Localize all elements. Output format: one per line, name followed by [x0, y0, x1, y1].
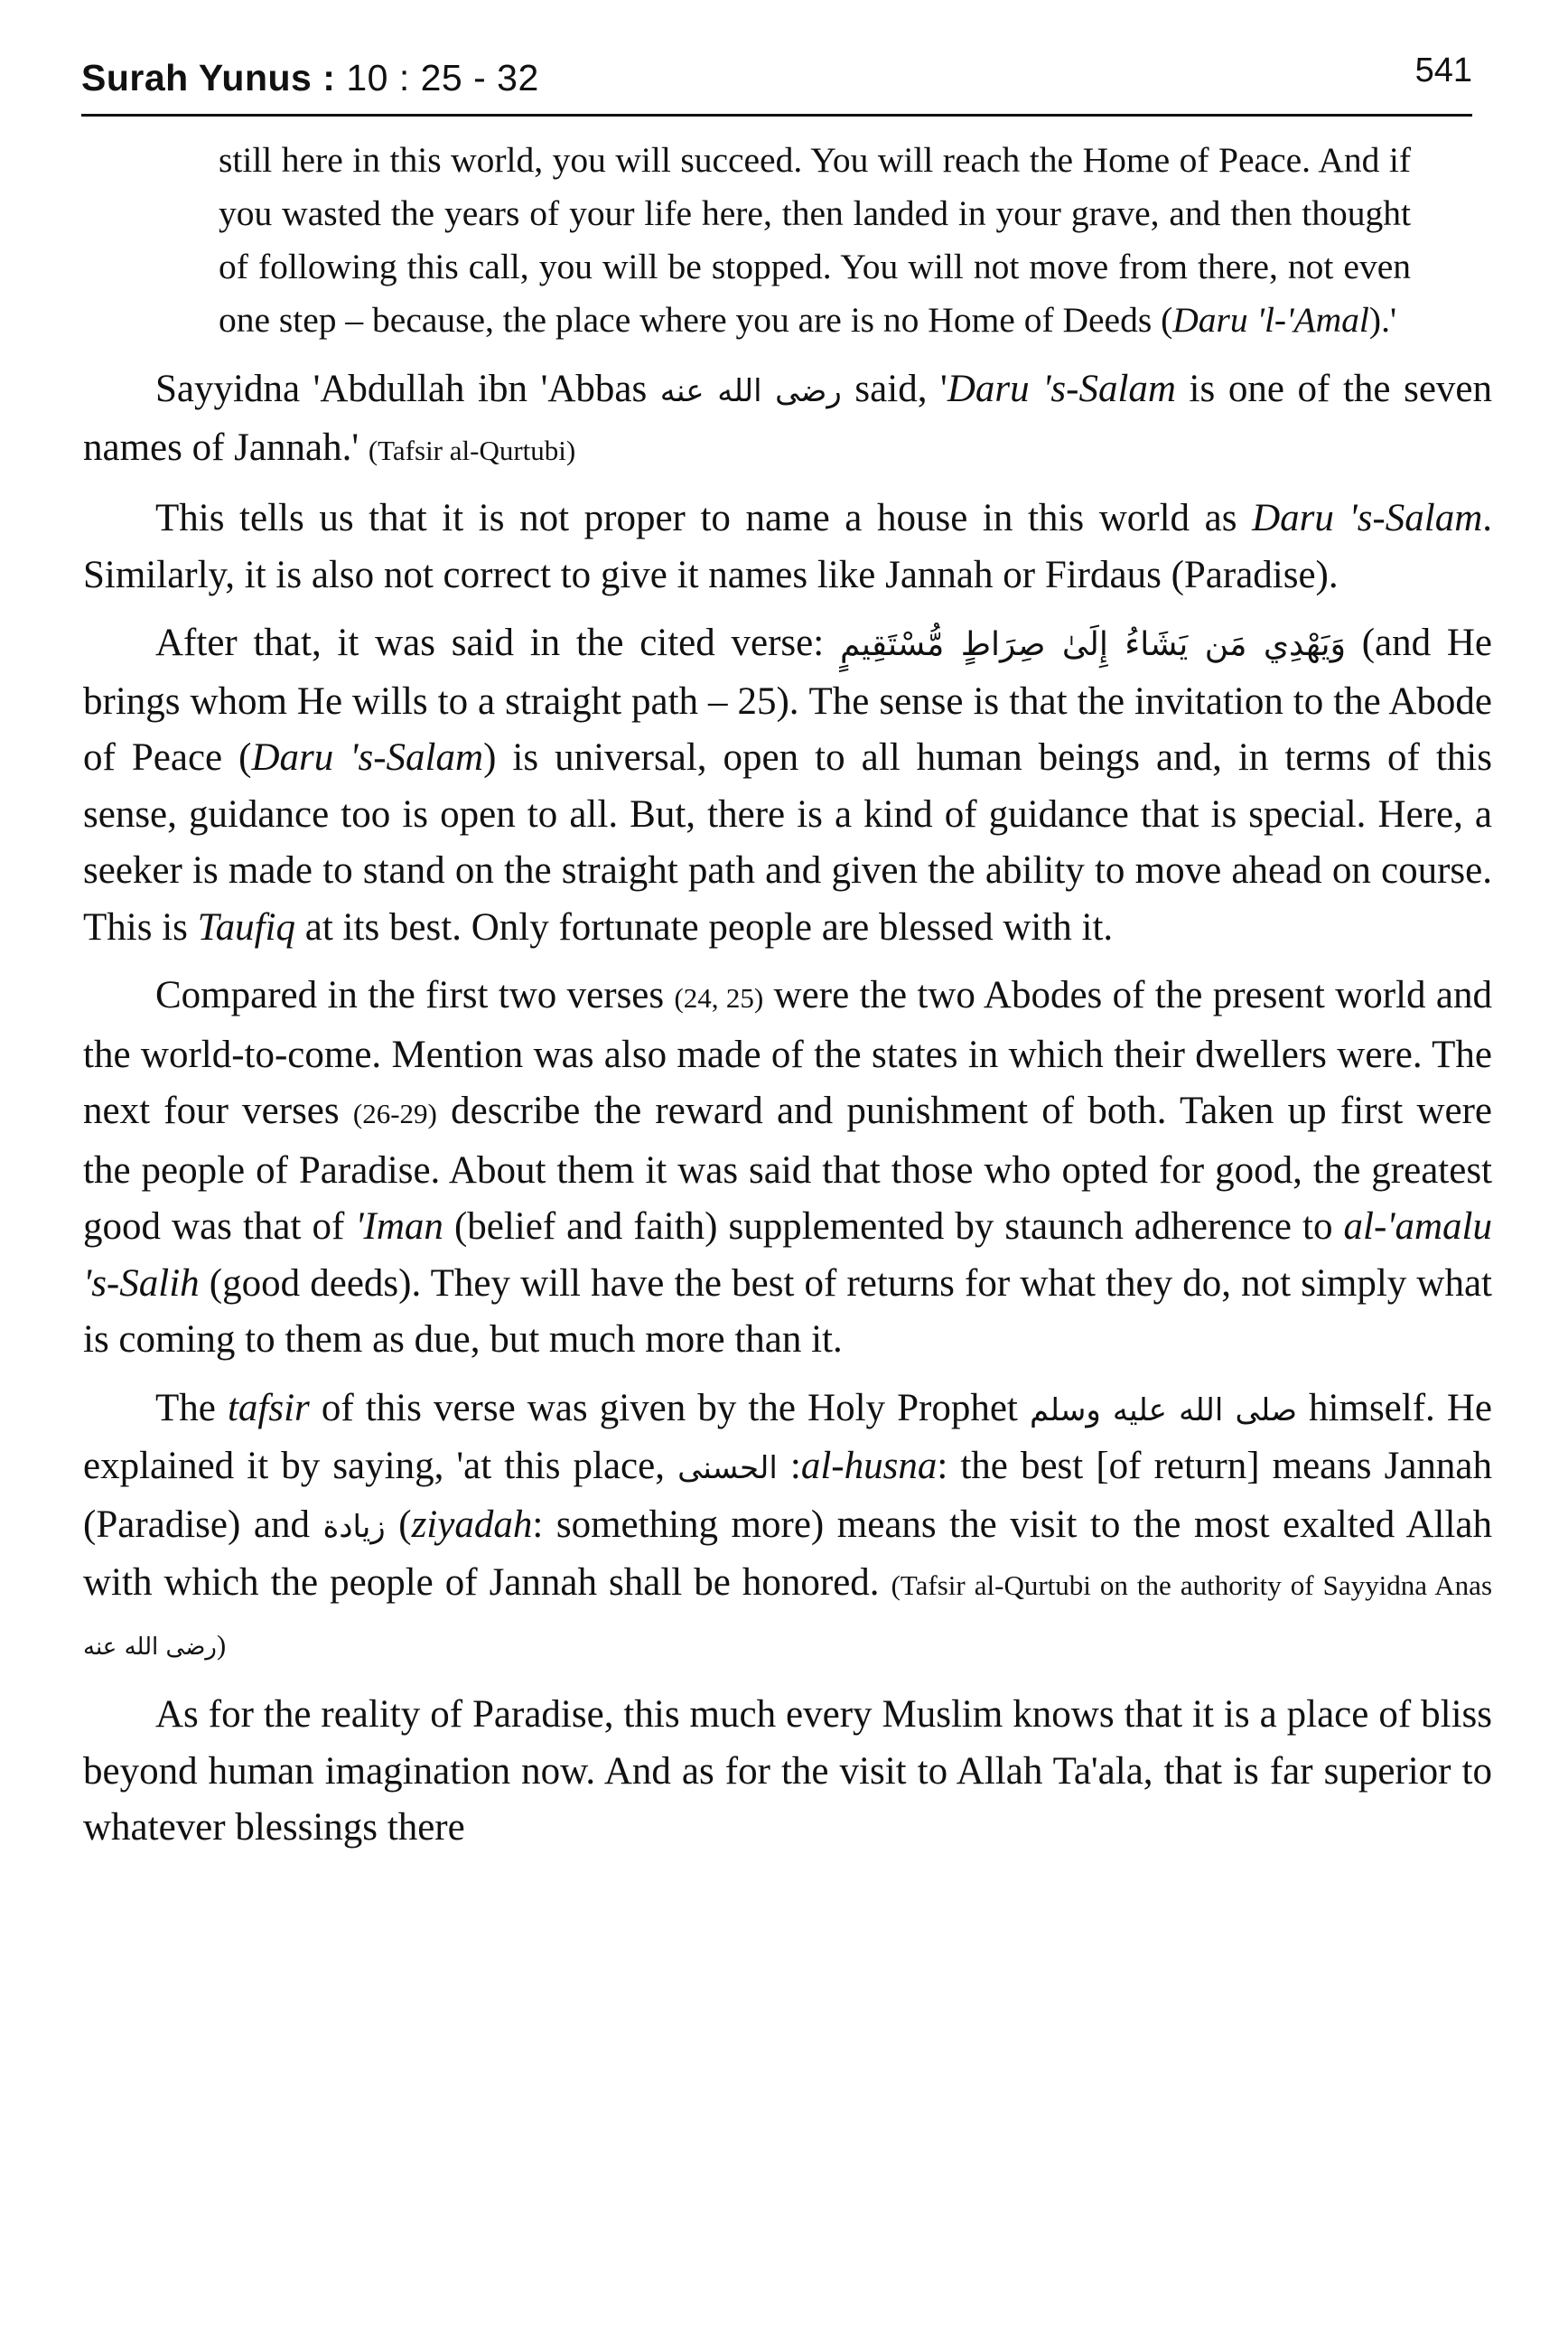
p4-term-2: al-'amalu 's-Salih — [83, 1205, 1492, 1305]
p4-term-1: 'Iman — [355, 1205, 443, 1248]
p4-text-c: describe the reward and punishment of both. Taken up first were the people of Paradise. About them it was said that those who opted for good, the greatest good was that of — [83, 1090, 1492, 1248]
p5-text-g: : something more) means the visit to the most exalted Allah with which the people of Jannah shall be honored. — [83, 1503, 1492, 1604]
p5-text-a: The — [155, 1386, 228, 1429]
quote-text: still here in this world, you will succeed. You will reach the Home of Peace. And if you wasted the years of your life here, then landed in your grave, and then thought of following this call, you will be stopped. You will not move from there, not even one step – because, the place where you are is no Home of Deeds ( — [219, 140, 1411, 340]
surah-name: Surah Yunus : — [81, 57, 336, 98]
p5-text-b: of this verse was given by the Holy Prophet — [309, 1386, 1030, 1429]
paragraph-3 — [83, 615, 1492, 956]
p5-term-3: ziyadah — [411, 1503, 533, 1546]
p5-text-f: ( — [385, 1503, 412, 1546]
p1-text-b: said, ' — [841, 368, 947, 410]
paragraph-1 — [83, 361, 1492, 479]
p5-arabic-husna: الحسنى — [677, 1450, 778, 1486]
paragraph-5 — [83, 1381, 1492, 1676]
p5-arabic-ziyadah: زيادة — [322, 1508, 386, 1545]
p3-arabic-verse: وَيَهْدِي مَن يَشَاءُ إِلَىٰ صِرَاطٍ مُّسْتَقِيمٍ — [839, 626, 1346, 663]
p5-citation-arabic: رضى الله عنه — [83, 1633, 217, 1661]
p3-term-2: Taufiq — [197, 905, 296, 949]
p4-text-a: Compared in the first two verses — [155, 974, 675, 1016]
p3-text-c: ) is universal, open to all human beings and, in terms of this sense, guidance too is open to all. But, there is a kind of guidance that is special. Here, a seeker is made to stand on the straight path and given the ability to move ahead on course. This is — [83, 736, 1492, 949]
p4-text-d: (belief and faith) supplemented by staunch adherence to — [443, 1205, 1344, 1248]
p4-citation-1: (24, 25) — [674, 982, 764, 1014]
p4-citation-2: (26-29) — [352, 1098, 437, 1129]
p2-text-a: This tells us that it is not proper to name a house in this world as — [155, 497, 1253, 539]
p5-citation-end: ) — [216, 1628, 227, 1661]
p2-term: Daru 's-Salam — [1252, 497, 1483, 539]
quote-term: Daru 'l-'Amal — [1172, 300, 1369, 340]
p5-text-d: : — [777, 1445, 801, 1487]
running-title — [81, 57, 539, 99]
p5-arabic-salutation: صلى الله عليه وسلم — [1029, 1391, 1297, 1428]
p3-text-a: After that, it was said in the cited verse: — [155, 622, 840, 664]
p4-text-b: were the two Abodes of the present world and the world-to-come. Mention was also made of the states in which their dwellers were. The next four verses — [83, 974, 1492, 1132]
p1-text-a: Sayyidna 'Abdullah ibn 'Abbas — [155, 368, 660, 410]
block-quote — [219, 134, 1411, 347]
p1-citation: (Tafsir al-Qurtubi) — [368, 434, 576, 466]
page-number: 541 — [1414, 52, 1472, 89]
quote-end: ).' — [1368, 300, 1397, 340]
p5-text-c: himself. He explained it by saying, 'at this place, — [83, 1386, 1493, 1487]
p5-term-1: tafsir — [227, 1386, 310, 1429]
page-body — [83, 134, 1492, 1868]
verse-range: 10 : 25 - 32 — [346, 57, 539, 98]
p5-text-e: : the best [of return] means Jannah (Paradise) and — [83, 1445, 1492, 1546]
p3-text-d: at its best. Only fortunate people are blessed with it. — [295, 905, 1114, 949]
paragraph-6 — [83, 1687, 1492, 1857]
p3-term-1: Daru 's-Salam — [251, 736, 484, 779]
p2-text-b: . Similarly, it is also not correct to give it names like Jannah or Firdaus (Paradise). — [83, 497, 1492, 596]
p1-text-c: is one of the seven names of Jannah.' — [83, 368, 1492, 469]
p6-text: As for the reality of Paradise, this much every Muslim knows that it is a place of bliss beyond human imagination now. And as for the visit to Allah Ta'ala, that is far superior to whatever blessings there — [83, 1693, 1492, 1849]
p5-term-2: al-husna — [800, 1445, 938, 1487]
p4-text-e: (good deeds). They will have the best of returns for what they do, not simply what is coming to them as due, but much more than it. — [83, 1261, 1492, 1361]
header-rule — [81, 114, 1472, 117]
paragraph-4 — [83, 968, 1492, 1369]
page-header — [81, 50, 1472, 113]
paragraph-2 — [83, 491, 1492, 604]
p1-term: Daru 's-Salam — [947, 368, 1176, 410]
p1-arabic-honorific: رضى الله عنه — [659, 373, 842, 409]
p3-text-b: (and He brings whom He wills to a straight path – 25). The sense is that the invitation to the Abode of Peace ( — [83, 622, 1493, 779]
p5-citation-text: (Tafsir al-Qurtubi on the authority of Sayyidna Anas — [891, 1569, 1493, 1601]
